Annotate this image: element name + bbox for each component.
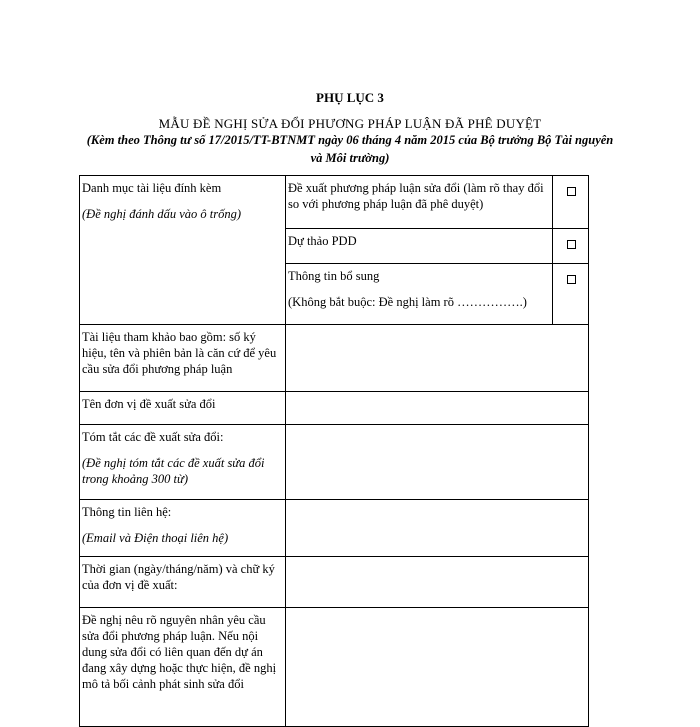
attachment-item-1-checkbox[interactable]: [567, 187, 576, 196]
contact-label: Thông tin liên hệ:: [82, 505, 172, 519]
form-row: [80, 325, 589, 392]
attachments-label-cell: [80, 176, 286, 325]
reason-input-cell[interactable]: [286, 608, 589, 727]
reason-label: Đề nghị nêu rõ nguyên nhân yêu cầu sửa đổi phương pháp luận. Nếu nội dung sửa đổi có liên quan đến dự án đang xây dựng hoặc thực hiện, đề nghị mô tả bối cảnh phát sinh sửa đổi: [82, 613, 277, 691]
attachment-item-2-checkbox[interactable]: [567, 240, 576, 249]
form-subtitle: (Kèm theo Thông tư số 17/2015/TT-BTNMT ngày 06 tháng 4 năm 2015 của Bộ trưởng Bộ Tài nguyên và Môi trường): [86, 133, 614, 165]
form-row-label-cell: [80, 425, 286, 500]
contact-hint: (Email và Điện thoại liên hệ): [82, 531, 229, 545]
attachment-item-checkbox-cell: [552, 176, 588, 229]
attachment-item-checkbox-cell: [552, 263, 588, 325]
summary-input-cell[interactable]: [286, 425, 589, 500]
form-row-label-cell: [80, 557, 286, 608]
form-row: [80, 557, 589, 608]
attachment-item-3-text: Thông tin bổ sung: [288, 268, 380, 283]
attachment-item-3-checkbox[interactable]: [567, 275, 576, 284]
appendix-heading: PHỤ LỤC 3: [316, 90, 384, 105]
attachment-item-3-note: (Không bắt buộc: Đề nghị làm rõ …………….): [288, 294, 527, 309]
summary-label: Tóm tắt các đề xuất sửa đổi:: [82, 430, 224, 444]
attachment-item-checkbox-cell: [552, 229, 588, 263]
form-row-label-cell: [80, 392, 286, 425]
contact-input-cell[interactable]: [286, 500, 589, 557]
proposal-form-table: [79, 175, 589, 727]
attachments-row: [80, 176, 589, 229]
references-input-cell[interactable]: [286, 325, 589, 392]
attachment-item-2-text: Dự thảo PDD: [288, 234, 357, 249]
attachments-hint: (Đề nghị đánh dấu vào ô trống): [82, 207, 242, 221]
form-row-label-cell: [80, 325, 286, 392]
proposer-name-input-cell[interactable]: [286, 392, 589, 425]
date-signature-input-cell[interactable]: [286, 557, 589, 608]
summary-hint: (Đề nghị tóm tắt các đề xuất sửa đổi trong khoảng 300 từ): [82, 456, 265, 486]
attachment-item-text-cell: [286, 229, 553, 263]
form-row-label-cell: [80, 500, 286, 557]
form-row: [80, 608, 589, 727]
form-row: [80, 425, 589, 500]
date-signature-label: Thời gian (ngày/tháng/năm) và chữ ký của đơn vị đề xuất:: [82, 562, 275, 592]
attachments-label: Danh mục tài liệu đính kèm: [82, 181, 222, 195]
references-label: Tài liệu tham khảo bao gồm: số ký hiệu, tên và phiên bản là căn cứ để yêu cầu sửa đổi phương pháp luận: [82, 330, 277, 376]
form-row: [80, 500, 589, 557]
attachment-item-text-cell: [286, 176, 553, 229]
form-row-label-cell: [80, 608, 286, 727]
attachment-item-1-text: Đề xuất phương pháp luận sửa đổi (làm rõ thay đổi so với phương pháp luận đã phê duyệt): [288, 181, 544, 211]
attachment-item-text-cell: [286, 263, 553, 325]
form-row: [80, 392, 589, 425]
proposer-name-label: Tên đơn vị đề xuất sửa đổi: [82, 397, 216, 411]
form-title: MẪU ĐỀ NGHỊ SỬA ĐỔI PHƯƠNG PHÁP LUẬN ĐÃ PHÊ DUYỆT: [158, 116, 542, 131]
